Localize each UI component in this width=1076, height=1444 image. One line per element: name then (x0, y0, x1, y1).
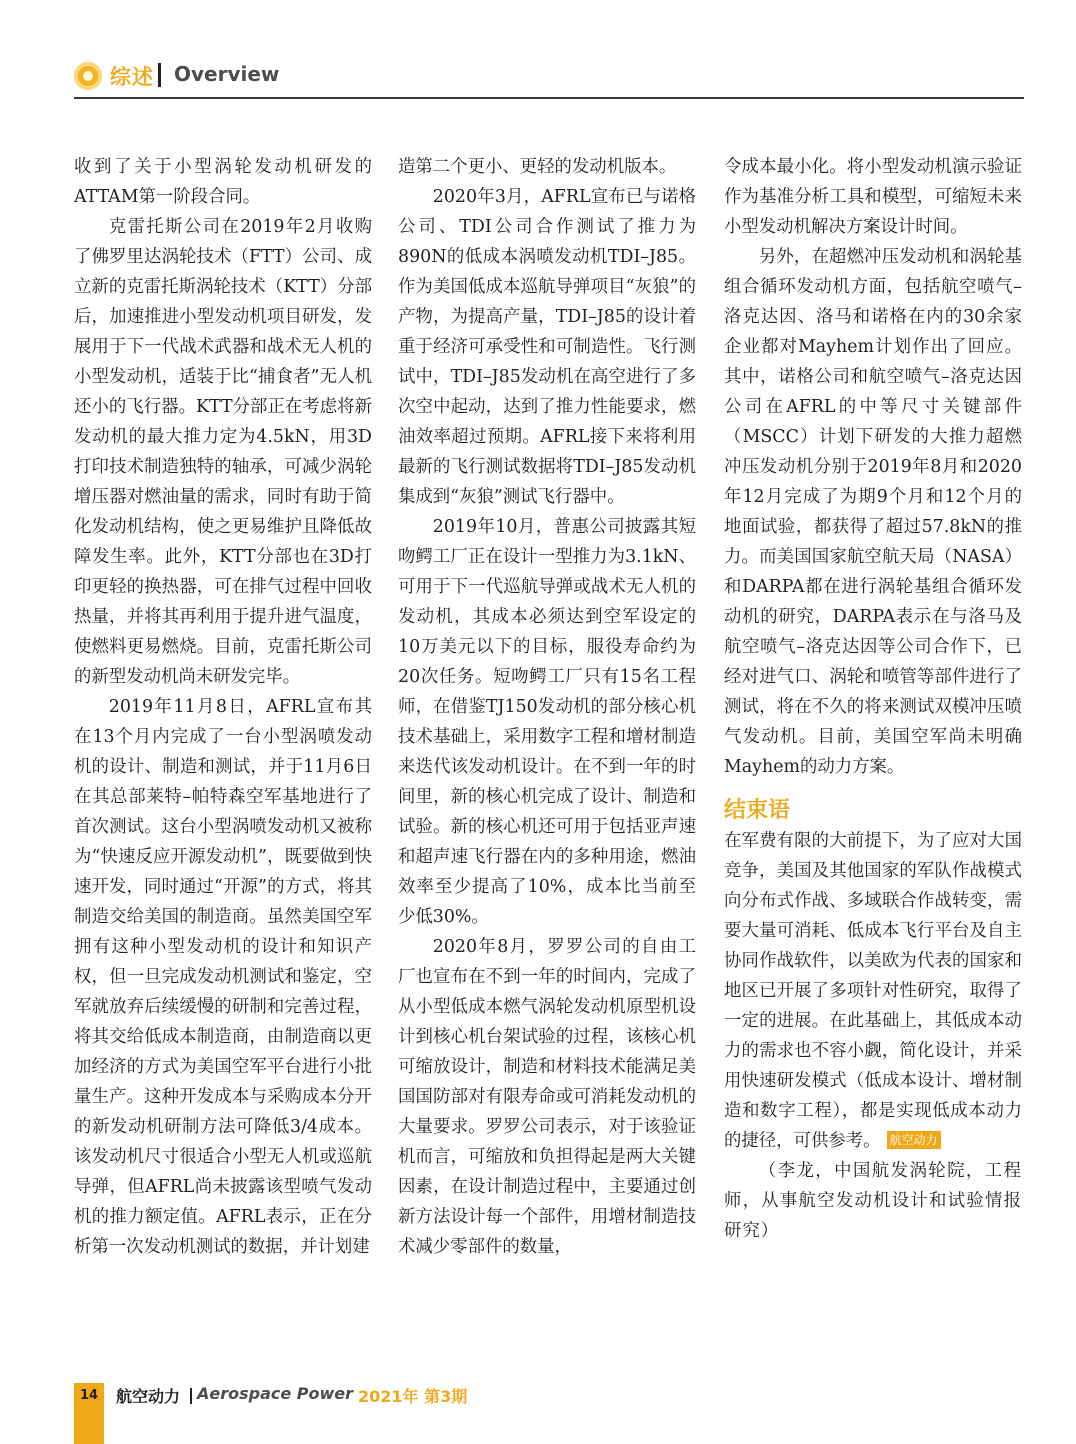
header-rule (74, 97, 1024, 99)
column-1 (74, 152, 372, 1262)
conclusion-text: 在军费有限的大前提下，为了应对大国竞争，美国及其他国家的军队作战模式向分布式作战、多域联合作战转变，需要大量可消耗、低成本飞行平台及自主协同作战软件，以美欧为代表的国家和地区已开展了多项针对性研究，取得了一定的进展。在此基础上，其低成本动力的需求也不容小觑，简化设计，并采用快速研发模式（低成本设计、增材制造和数字工程），都是实现低成本动力的捷径，可供参考。 (724, 831, 1022, 1151)
paragraph: 2020年8月，罗罗公司的自由工厂也宣布在不到一年的时间内，完成了从小型低成本燃气涡轮发动机原型机设计到核心机台架试验的过程，该核心机可缩放设计，制造和材料技术能满足美国国防部对有限寿命或可消耗发动机的大量要求。罗罗公司表示，对于该验证机而言，可缩放和负担得起是两大关键因素，在设计制造过程中，主要通过创新方法设计每一个部件，用增材制造技术减少零部件的数量， (398, 937, 696, 1257)
paragraph (724, 826, 1022, 1156)
magazine-name-cn: 航空动力 (116, 1387, 181, 1406)
column-2 (398, 152, 696, 1262)
column-3 (724, 152, 1022, 1246)
footer-divider (190, 1388, 192, 1404)
paragraph: 令成本最小化。将小型发动机演示验证作为基准分析工具和模型，可缩短未来小型发动机解决方案设计时间。 (724, 157, 1022, 237)
paragraph: 收到了关于小型涡轮发动机研发的ATTAM第一阶段合同。 (74, 157, 372, 207)
page-number: 14 (79, 1388, 99, 1403)
paragraph: 克雷托斯公司在2019年2月收购了佛罗里达涡轮技术（FTT）公司、成立新的克雷托斯涡轮技术（KTT）分部后，加速推进小型发动机项目研发，发展用于下一代战术武器和战术无人机的小型发动机，适装于比“捕食者”无人机还小的飞行器。KTT分部正在考虑将新发动机的最大推力定为4.5kN，用3D打印技术制造独特的轴承，可减少涡轮增压器对燃油量的需求，同时有助于简化发动机结构，使之更易维护且降低故障发生率。此外，KTT分部也在3D打印更轻的换热器，可在排气过程中回收热量，并将其再利用于提升进气温度，使燃料更易燃烧。目前，克雷托斯公司的新型发动机尚未研发完毕。 (74, 217, 372, 687)
paragraph: 2020年3月，AFRL宣布已与诺格公司、TDI公司合作测试了推力为890N的低成本涡喷发动机TDI–J85。作为美国低成本巡航导弹项目“灰狼”的产物，为提高产量，TDI–J85的设计着重于经济可承受性和可制造性。飞行测试中，TDI–J85发动机在高空进行了多次空中起动，达到了推力性能要求，燃油效率超过预期。AFRL接下来将利用最新的飞行测试数据将TDI–J85发动机集成到“灰狼”测试飞行器中。 (398, 187, 696, 507)
header-divider (158, 63, 161, 87)
end-mark: 航空动力 (887, 1131, 941, 1149)
section-title-cn: 综述 (110, 65, 154, 89)
issue-label: 2021年 第3期 (358, 1387, 468, 1406)
author-note: （李龙，中国航发涡轮院，工程师，从事航空发动机设计和试验情报研究） (724, 1161, 1022, 1241)
paragraph: 2019年11月8日，AFRL宣布其在13个月内完成了一台小型涡喷发动机的设计、制造和测试，并于11月6日在其总部莱特–帕特森空军基地进行了首次测试。这台小型涡喷发动机又被称为“快速反应开源发动机”，既要做到快速开发，同时通过“开源”的方式，将其制造交给美国的制造商。虽然美国空军拥有这种小型发动机的设计和知识产权，但一旦完成发动机测试和鉴定，空军就放弃后续缓慢的研制和完善过程，将其交给低成本制造商，由制造商以更加经济的方式为美国空军平台进行小批量生产。这种开发成本与采购成本分开的新发动机研制方法可降低3/4成本。该发动机尺寸很适合小型无人机或巡航导弹，但AFRL尚未披露该型喷气发动机的推力额定值。AFRL表示，正在分析第一次发动机测试的数据，并计划建 (74, 697, 372, 1257)
page-header (0, 0, 1076, 110)
section-heading: 结束语 (724, 798, 791, 823)
section-circle-icon (74, 62, 102, 90)
paragraph: 另外，在超燃冲压发动机和涡轮基组合循环发动机方面，包括航空喷气–洛克达因、洛马和诺格在内的30余家企业都对Mayhem计划作出了回应。其中，诺格公司和航空喷气–洛克达因公司在AFRL的中等尺寸关键部件（MSCC）计划下研发的大推力超燃冲压发动机分别于2019年8月和2020年12月完成了为期9个月和12个月的地面试验，都获得了超过57.8kN的推力。而美国国家航空航天局（NASA）和DARPA都在进行涡轮基组合循环发动机的研究，DARPA表示在与洛马及航空喷气–洛克达因等公司合作下，已经对进气口、涡轮和喷管等部件进行了测试，将在不久的将来测试双模冲压喷气发动机。目前，美国空军尚未明确Mayhem的动力方案。 (724, 247, 1022, 777)
section-title-en: Overview (174, 62, 280, 86)
magazine-name-en: Aerospace Power (197, 1384, 354, 1403)
paragraph: 2019年10月，普惠公司披露其短吻鳄工厂正在设计一型推力为3.1kN、可用于下一代巡航导弹或战术无人机的发动机，其成本必须达到空军设定的10万美元以下的目标，服役寿命约为20次任务。短吻鳄工厂只有15名工程师，在借鉴TJ150发动机的部分核心机技术基础上，采用数字工程和增材制造来迭代该发动机设计。在不到一年的时间里，新的核心机完成了设计、制造和试验。新的核心机还可用于包括亚声速和超声速飞行器在内的多种用途，燃油效率至少提高了10%，成本比当前至少低30%。 (398, 517, 696, 927)
paragraph: 造第二个更小、更轻的发动机版本。 (398, 157, 677, 177)
